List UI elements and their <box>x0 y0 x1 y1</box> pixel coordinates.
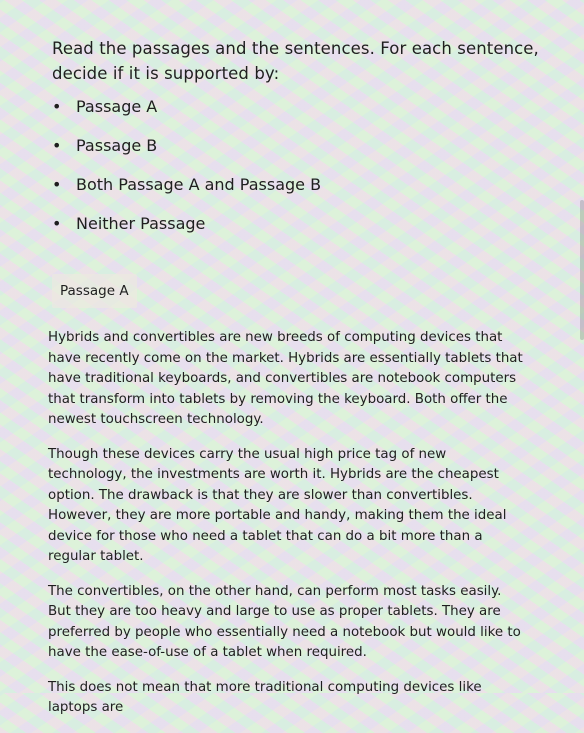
passage-paragraph: Hybrids and convertibles are new breeds of computing devices that have recently come on the market. Hybrids are essentially tablets that have traditional keyboards, and convertibles are notebook computers that transform into tablets by removing the keyboard. Both offer the newest touchscreen technology. <box>48 330 523 427</box>
passage-a-tab[interactable]: Passage A <box>52 274 137 308</box>
passage-paragraph: The convertibles, on the other hand, can perform most tasks easily. But they are too heavy and large to use as proper tablets. They are preferred by people who essentially need a notebook but would like to have the ease-of-use of a tablet when required. <box>48 583 521 660</box>
bullet-icon: • <box>52 175 62 194</box>
passage-a-text <box>48 328 526 719</box>
option-label: Passage A <box>76 97 158 116</box>
scrollbar[interactable] <box>580 200 584 340</box>
option-both-passages <box>52 174 542 213</box>
bullet-icon: • <box>52 214 62 233</box>
option-label: Neither Passage <box>76 214 206 233</box>
answer-options-list <box>52 96 542 252</box>
bullet-icon: • <box>52 136 62 155</box>
option-passage-a <box>52 96 542 135</box>
question-content <box>48 36 542 733</box>
option-label: Passage B <box>76 136 158 155</box>
option-passage-b <box>52 135 542 174</box>
passage-paragraph: Though these devices carry the usual high price tag of new technology, the investments are worth it. Hybrids are the cheapest option. The drawback is that they are slower than convertibles. However, they are more portable and handy, making them the ideal device for those who need a tablet that can do a bit more than a regular tablet. <box>48 446 507 564</box>
option-label: Both Passage A and Passage B <box>76 175 322 194</box>
instructions-text: Read the passages and the sentences. For each sentence, decide if it is supported by: <box>52 39 539 83</box>
option-neither-passage <box>52 213 542 252</box>
passage-paragraph: This does not mean that more traditional computing devices like laptops are <box>48 679 482 715</box>
bullet-icon: • <box>52 97 62 116</box>
